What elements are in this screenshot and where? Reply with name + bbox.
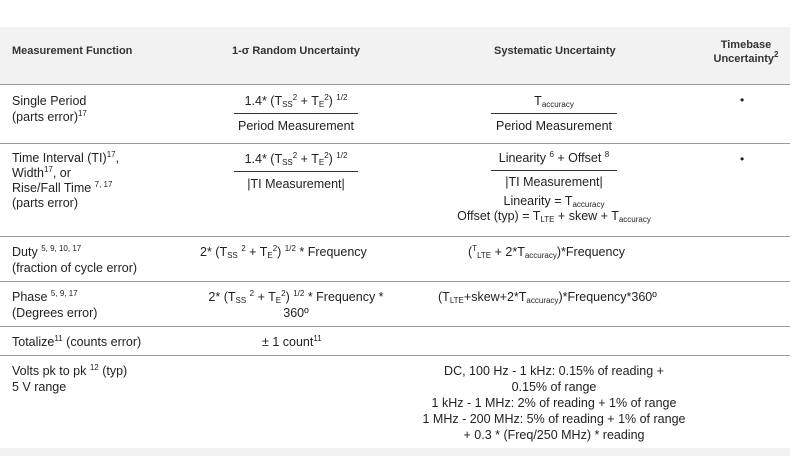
systematic-uncertainty-formula: Linearity $^6$ + Offset $^8$ |TI Measurement| Linearity = $T_{accuracy}$ Offset $(typ) = T_{LTE}$ + skew + $T_{accuracy}$ bbox=[457, 150, 651, 224]
table-row-duty bbox=[0, 237, 790, 282]
header-random-uncertainty: 1-σ Random Uncertainty bbox=[232, 45, 360, 57]
header-timebase-uncertainty: Timebase Uncertainty$^2$ bbox=[713, 39, 779, 65]
table-footer-strip bbox=[0, 448, 790, 456]
header-measurement-function: Measurement Function bbox=[12, 45, 133, 57]
random-uncertainty-formula: 2* ($T_{SS}$ $^2 + T_E^2$) $^{1/2}$ * Frequency * 360º bbox=[208, 289, 384, 320]
systematic-uncertainty-formula: $(^T_{LTE} + 2*T_{accuracy})*Frequency$ bbox=[468, 244, 625, 260]
random-uncertainty-formula: 1.4* $(T_{SS}^2 + T_E^2)$ $^{1/2}$ Period Measurement bbox=[228, 93, 364, 134]
fraction-line bbox=[491, 170, 617, 171]
systematic-uncertainty-value: DC, 100 Hz - 1 kHz: 0.15% of reading + 0.15% of range 1 kHz - 1 MHz: 2% of reading + 1% of range 1 MHz - 200 MHz: 5% of reading + 1% of range + 0.3 * (Freq/250 MHz) * reading bbox=[422, 364, 686, 442]
row-label: Volts pk to pk $^{12}$ (typ) 5 V range bbox=[12, 363, 128, 394]
row-label: Duty $^{5, 9, 10, 17}$ (fraction of cycle error) bbox=[12, 244, 138, 275]
table-row-time-interval bbox=[0, 144, 790, 237]
systematic-uncertainty-formula: $T_{accuracy}$ Period Measurement bbox=[488, 93, 620, 134]
fraction-line bbox=[234, 171, 358, 172]
table-row-volts bbox=[0, 356, 790, 448]
table-row-single-period bbox=[0, 85, 790, 144]
row-label: Time Interval (TI)$^{17}$, Width$^{17}$, or Rise/Fall Time $^{7, 17}$ (parts error) bbox=[12, 150, 120, 210]
header-systematic-uncertainty: Systematic Uncertainty bbox=[494, 45, 616, 57]
row-label: Single Period (parts error)$^{17}$ bbox=[12, 94, 87, 124]
timebase-bullet: • bbox=[740, 93, 745, 107]
timebase-bullet: • bbox=[740, 152, 745, 166]
fraction-line bbox=[491, 113, 617, 114]
table-row-totalize bbox=[0, 327, 790, 356]
table-header bbox=[0, 27, 790, 85]
table-row-phase bbox=[0, 282, 790, 327]
row-label: Totalize$^{11}$ (counts error) bbox=[12, 334, 142, 349]
random-uncertainty-formula: 2* ($T_{SS}$ $^2 + T_E^2$) $^{1/2}$ * Frequency bbox=[200, 244, 367, 260]
systematic-uncertainty-formula: $(T_{LTE}+skew+2*T_{accuracy})*Frequency*360º$ bbox=[438, 290, 657, 305]
random-uncertainty-formula: 1.4* $(T_{SS}^2 + T_E^2)$ $^{1/2}$ |TI Measurement| bbox=[228, 151, 364, 192]
fraction-line bbox=[234, 113, 358, 114]
random-uncertainty-value: ± 1 count$^{11}$ bbox=[262, 334, 322, 349]
row-label: Phase $^{5, 9, 17}$ (Degrees error) bbox=[12, 289, 98, 320]
